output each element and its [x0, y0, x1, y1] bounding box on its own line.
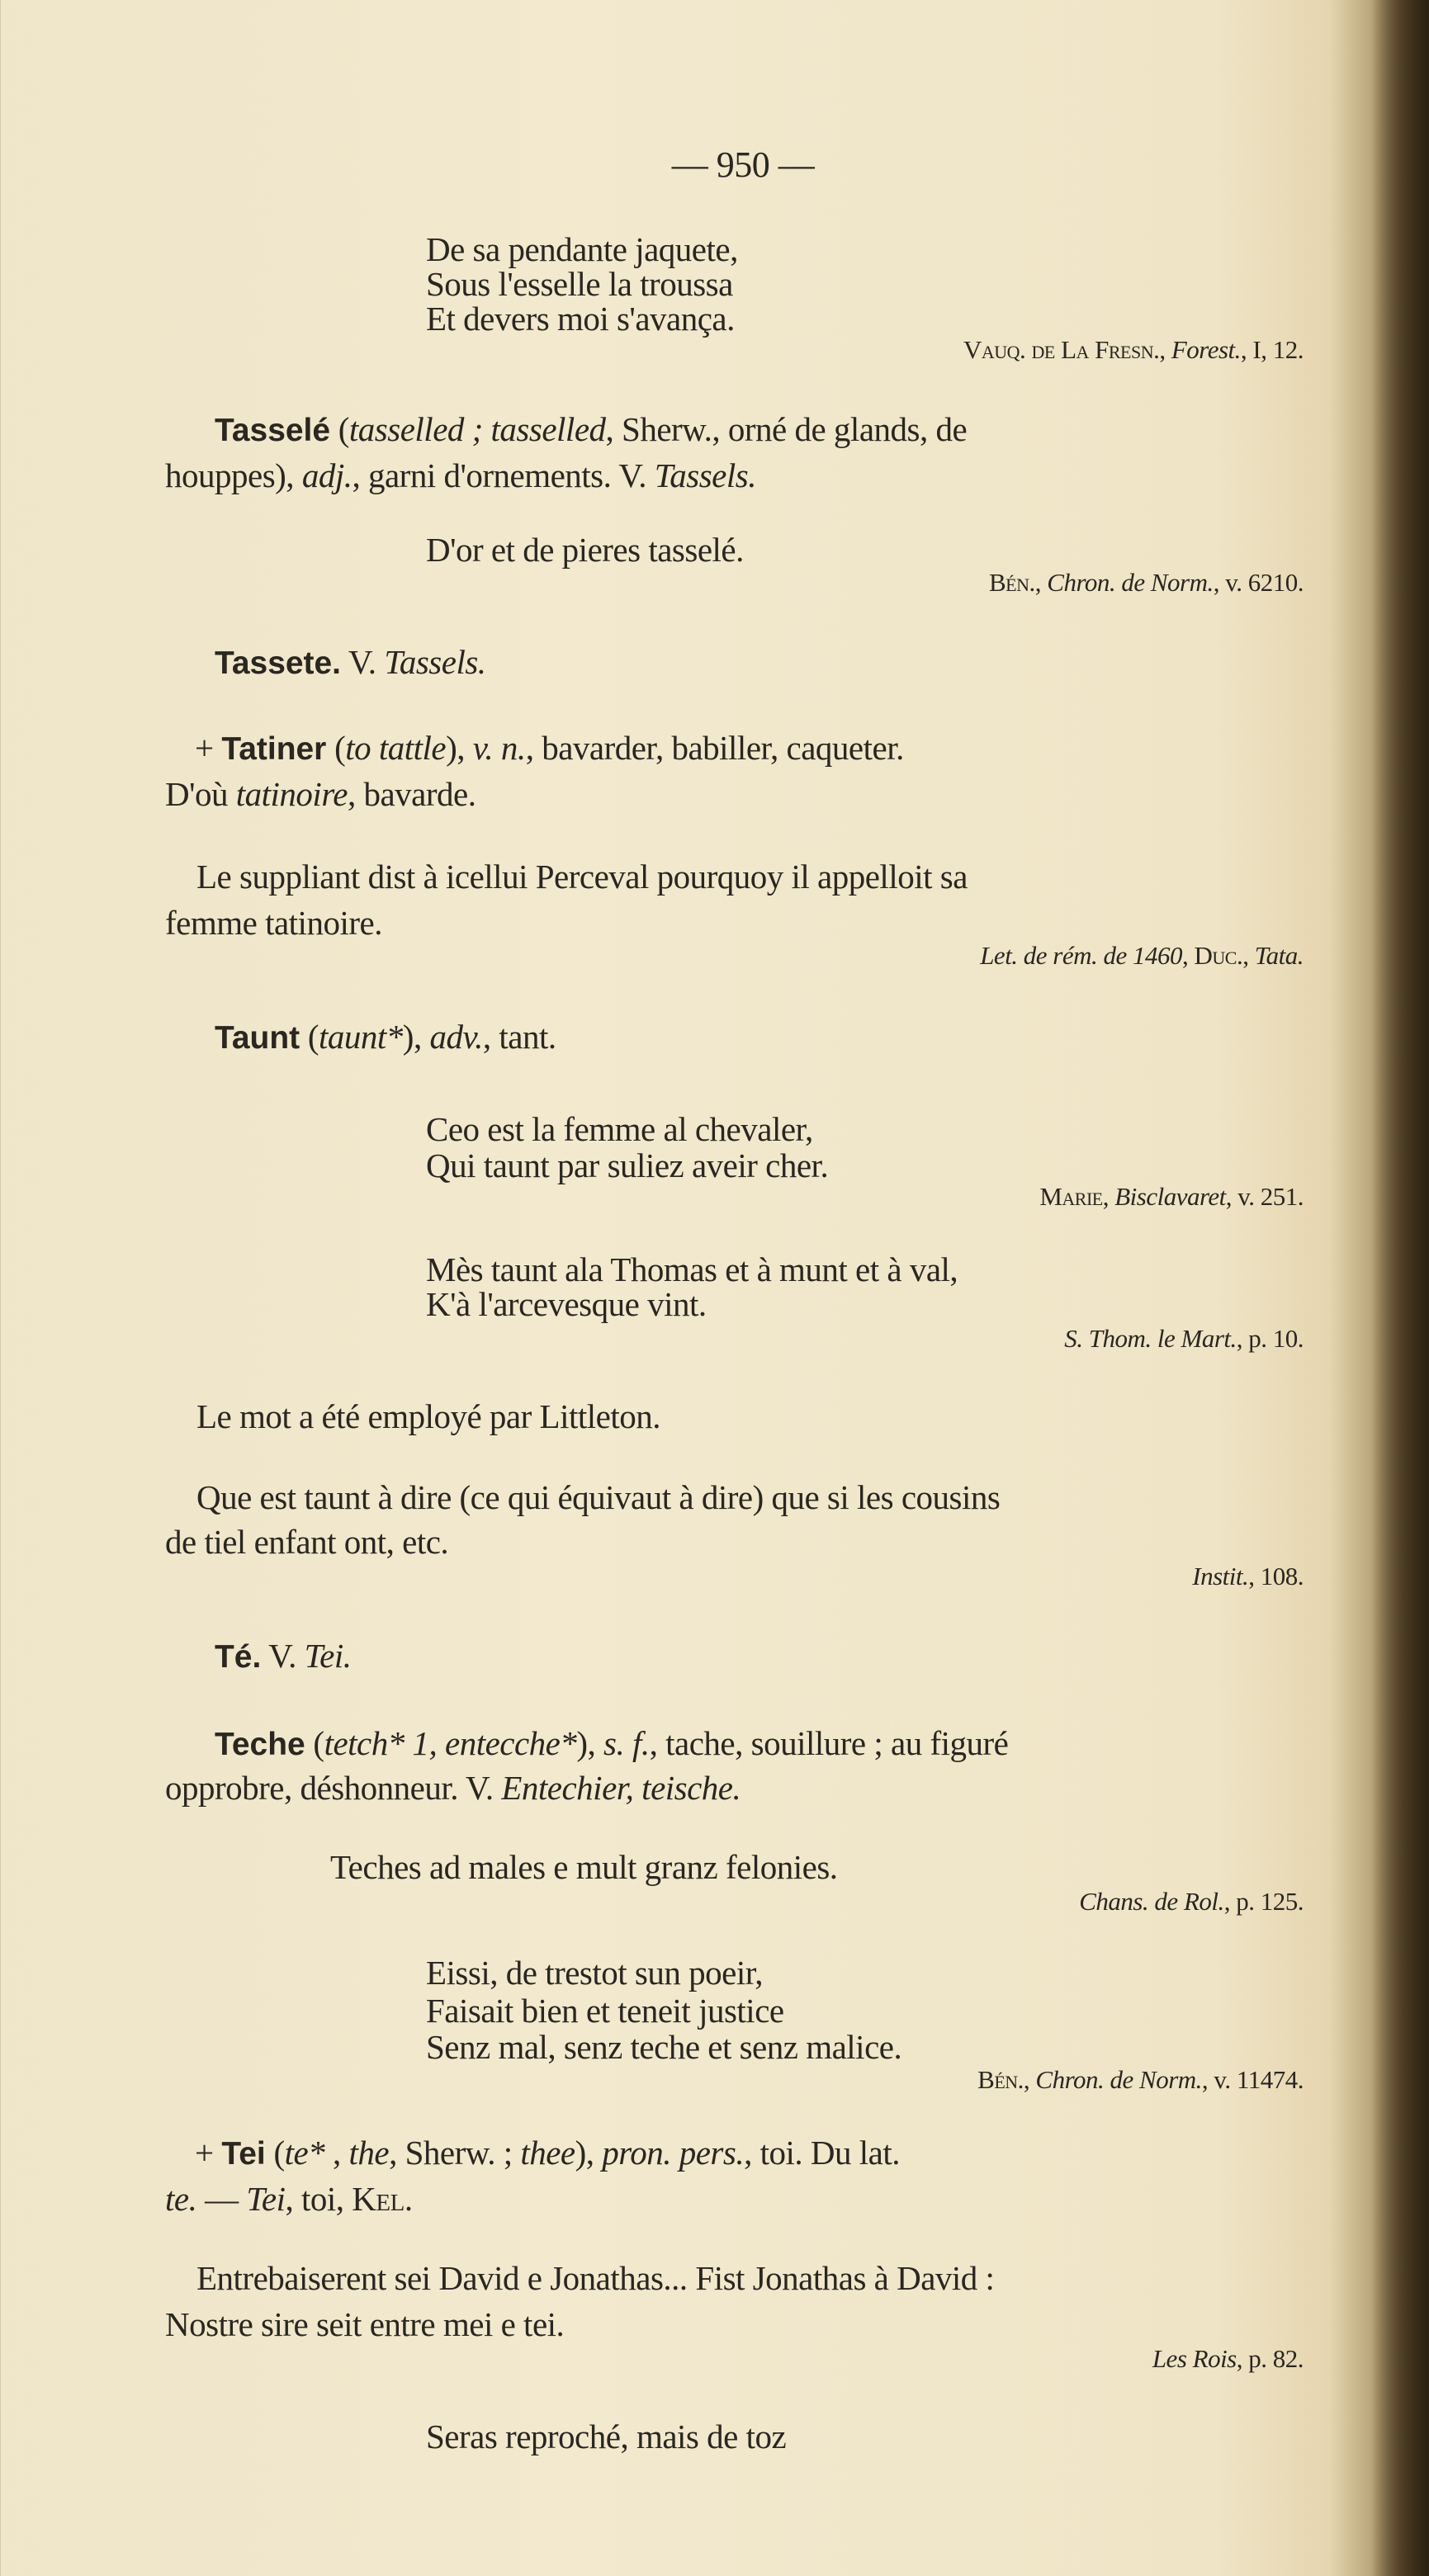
text-segment: , 108.: [1248, 1562, 1304, 1591]
text-segment: Mès taunt ala Thomas et à munt et à val,: [426, 1250, 958, 1288]
text-segment: , Sherw., orné de glands, de: [605, 410, 968, 448]
text-segment: K'à l'arcevesque vint.: [426, 1285, 707, 1323]
italic-text: to tattle: [345, 729, 447, 767]
entry-line: [165, 456, 756, 494]
citation-line: [1152, 2346, 1304, 2371]
italic-text: s. f.: [603, 1724, 650, 1762]
text-segment: , tant.: [482, 1018, 556, 1056]
text-segment: Nostre sire seit entre mei e tei.: [165, 2305, 565, 2343]
italic-text: v. n.: [472, 729, 526, 767]
italic-text: Les Rois: [1152, 2344, 1237, 2373]
quote-verse-line: [426, 2420, 786, 2454]
text-segment: V.: [340, 643, 385, 681]
author-name: Bén.: [977, 2065, 1024, 2094]
entry-line: [165, 1771, 741, 1805]
text-segment: Faisait bien et teneit justice: [426, 1992, 784, 2030]
italic-text: tasselled ; tasselled: [348, 410, 606, 448]
headword: Tasselé: [215, 413, 330, 448]
quote-verse-line: [426, 1956, 763, 1990]
text-segment: , v. 6210.: [1213, 568, 1304, 597]
text-segment: , bavarde.: [347, 775, 476, 813]
italic-text: Tassels.: [654, 456, 756, 494]
quote-verse-line: [426, 2030, 901, 2064]
italic-text: Instit.: [1192, 1562, 1249, 1591]
text-segment: Seras reproché, mais de toz: [426, 2418, 787, 2455]
text-segment: , Sherw. ;: [389, 2134, 521, 2172]
text-segment: Senz mal, senz teche et senz malice.: [426, 2028, 902, 2066]
text-segment: Et devers moi s'avança.: [426, 300, 735, 338]
text-segment: D'or et de pieres tasselé.: [426, 531, 744, 569]
headword: Tatiner: [221, 731, 327, 767]
text-segment: Ceo est la femme al chevaler,: [426, 1110, 813, 1148]
italic-text: Chron. de Norm.: [1047, 568, 1214, 597]
text-segment: opprobre, déshonneur. V.: [165, 1769, 502, 1807]
entry-line: [215, 410, 968, 448]
text-segment: (: [326, 729, 346, 767]
entry-line: [165, 2305, 565, 2343]
text-segment: ),: [446, 729, 473, 767]
italic-text: te.: [165, 2180, 197, 2218]
italic-text: taunt*: [319, 1018, 403, 1056]
citation-line: [989, 570, 1304, 595]
author-name: Duc.: [1194, 941, 1243, 970]
citation-line: [1192, 1563, 1304, 1589]
italic-text: Let. de rém. de 1460: [980, 941, 1183, 970]
text-segment: Le mot a été employé par Littleton.: [196, 1397, 660, 1435]
text-segment: Que est taunt à dire (ce qui équivaut à dire) que si les cousins: [196, 1478, 1001, 1516]
citation-line: [1039, 1184, 1304, 1209]
text-segment: ,: [324, 2134, 349, 2172]
entry-line: [215, 1639, 352, 1674]
text-segment: de tiel enfant ont, etc.: [165, 1523, 449, 1561]
entry-line: [196, 2259, 995, 2297]
italic-text: Chans. de Rol.: [1079, 1887, 1224, 1916]
text-segment: V.: [261, 1637, 305, 1675]
italic-text: the: [348, 2134, 390, 2172]
citation-line: [980, 943, 1304, 968]
headword: Tassete.: [215, 645, 341, 681]
text-segment: ,: [1034, 568, 1048, 597]
quote-verse-line: [426, 1250, 958, 1288]
quote-verse-line: [426, 267, 733, 301]
book-spine-shadow: [1371, 0, 1429, 2576]
text-segment: Sous l'esselle la troussa: [426, 265, 733, 303]
text-segment: , v. 11474.: [1201, 2065, 1304, 2094]
text-segment: —: [196, 2180, 247, 2218]
entry-line: [195, 2136, 900, 2171]
text-segment: De sa pendante jaquete,: [426, 230, 738, 268]
citation-line: [963, 337, 1304, 362]
italic-text: tatinoire: [235, 775, 348, 813]
text-segment: , toi,: [285, 2180, 353, 2218]
text-segment: (: [265, 2134, 285, 2172]
italic-text: adj.: [301, 456, 353, 494]
italic-text: S. Thom. le Mart.: [1064, 1324, 1237, 1353]
text-segment: , I, 12.: [1240, 335, 1304, 364]
entry-line: [215, 645, 486, 680]
text-segment: ,: [1023, 2065, 1036, 2094]
author-name: Vauq. de La Fresn.: [963, 335, 1160, 364]
italic-text: Tei: [246, 2180, 286, 2218]
text-segment: , p. 10.: [1236, 1324, 1304, 1353]
text-segment: (: [300, 1018, 319, 1056]
text-segment: , toi. Du lat.: [744, 2134, 900, 2172]
text-segment: D'où: [165, 775, 236, 813]
text-segment: femme tatinoire.: [165, 904, 382, 942]
entry-line: [215, 1724, 1009, 1762]
quote-verse-line: [426, 533, 744, 567]
text-segment: ,: [1102, 1182, 1115, 1211]
text-segment: Le suppliant dist à icellui Perceval pourquoy il appelloit sa: [196, 858, 968, 896]
text-segment: ),: [576, 1724, 604, 1762]
italic-text: adv.: [429, 1018, 483, 1056]
text-segment: +: [195, 729, 222, 767]
text-segment: , p. 82.: [1236, 2344, 1304, 2373]
author-name: Marie: [1039, 1182, 1103, 1211]
text-segment: ),: [402, 1018, 430, 1056]
citation-line: [1079, 1888, 1304, 1914]
text-segment: Teches ad males e mult granz felonies.: [330, 1848, 838, 1886]
text-segment: ,: [1242, 941, 1255, 970]
citation-line: [977, 2067, 1304, 2092]
entry-line: [196, 860, 968, 894]
entry-line: [165, 2182, 413, 2216]
quote-verse-line: [426, 1994, 784, 2028]
text-segment: ,: [1159, 335, 1171, 364]
text-segment: , bavarder, babiller, caqueter.: [525, 729, 904, 767]
text-segment: , tache, souillure ; au figuré: [649, 1724, 1009, 1762]
entry-line: [165, 1525, 448, 1559]
entry-line: [165, 775, 476, 813]
italic-text: tetch* 1, entecche*: [324, 1724, 577, 1762]
italic-text: Tata.: [1254, 941, 1304, 970]
quote-verse-line: [426, 1110, 813, 1148]
citation-line: [1064, 1326, 1304, 1351]
italic-text: te*: [284, 2134, 325, 2172]
quote-verse-line: [426, 1285, 707, 1323]
text-segment: , garni d'ornements. V.: [352, 456, 655, 494]
quote-verse-line: [426, 1146, 829, 1184]
text-segment: (: [330, 410, 349, 448]
italic-text: Tassels.: [384, 643, 486, 681]
author-name: Kel.: [352, 2180, 413, 2218]
headword: Té.: [215, 1639, 262, 1675]
page-number: — 950 —: [671, 144, 815, 185]
italic-text: thee: [520, 2134, 575, 2172]
headword: Teche: [215, 1727, 305, 1762]
entry-line: [196, 1397, 660, 1435]
quote-verse-line: [330, 1850, 838, 1884]
italic-text: Forest.: [1171, 335, 1241, 364]
text-segment: ),: [575, 2134, 603, 2172]
text-segment: Qui taunt par suliez aveir cher.: [426, 1146, 829, 1184]
italic-text: Tei.: [304, 1637, 352, 1675]
text-segment: , p. 125.: [1223, 1887, 1304, 1916]
entry-line: [165, 906, 382, 940]
italic-text: Entechier, teische.: [501, 1769, 741, 1807]
text-segment: houppes),: [165, 456, 302, 494]
italic-text: Bisclavaret: [1114, 1182, 1226, 1211]
headword: Tei: [221, 2136, 266, 2172]
entry-line: [215, 1020, 556, 1055]
italic-text: pron. pers.: [602, 2134, 745, 2172]
headword: Taunt: [215, 1020, 300, 1056]
author-name: Bén.: [989, 568, 1035, 597]
entry-line: [195, 731, 904, 766]
text-segment: Entrebaiserent sei David e Jonathas... Fist Jonathas à David :: [196, 2259, 995, 2297]
text-segment: ,: [1182, 941, 1195, 970]
italic-text: Chron. de Norm.: [1035, 2065, 1202, 2094]
text-segment: Eissi, de trestot sun poeir,: [426, 1954, 763, 1992]
text-segment: (: [305, 1724, 324, 1762]
text-segment: , v. 251.: [1225, 1182, 1304, 1211]
text-segment: +: [195, 2134, 222, 2172]
quote-verse-line: [426, 302, 735, 336]
entry-line: [196, 1478, 1001, 1516]
quote-verse-line: [426, 230, 738, 268]
